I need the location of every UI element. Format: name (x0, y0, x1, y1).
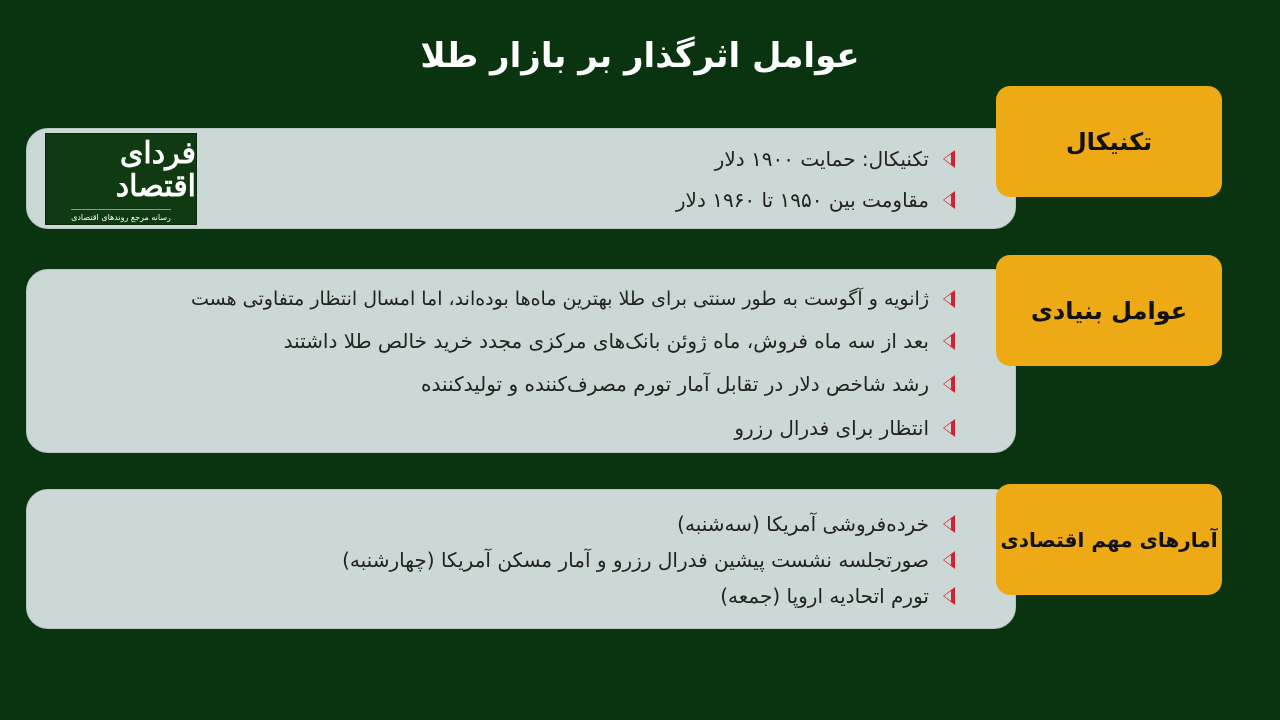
chevron-left-icon (941, 515, 955, 533)
item-list (47, 506, 955, 614)
section-label: آمارهای مهم اقتصادی (996, 484, 1222, 595)
section-technical (26, 86, 1222, 231)
list-item (47, 406, 955, 450)
chevron-left-icon (941, 375, 955, 393)
list-item (47, 320, 955, 362)
item-list (227, 139, 955, 221)
chevron-left-icon (941, 191, 955, 209)
chevron-left-icon (941, 551, 955, 569)
section-panel (26, 269, 1016, 453)
list-item (227, 139, 955, 179)
item-list (47, 278, 955, 450)
chevron-left-icon (941, 419, 955, 437)
page-title: عوامل اثرگذار بر بازار طلا (420, 36, 860, 76)
list-item-text: رشد شاخص دلار در تقابل آمار تورم مصرف‌کننده و تولیدکننده (421, 372, 929, 396)
chevron-left-icon (941, 150, 955, 168)
section-fundamentals (26, 255, 1222, 455)
list-item-text: انتظار برای فدرال رزرو (734, 416, 929, 440)
list-item (47, 278, 955, 320)
section-panel (26, 128, 1016, 229)
logo-name: فردای اقتصاد (115, 135, 196, 204)
chevron-left-icon (941, 587, 955, 605)
logo (45, 133, 197, 225)
section-label: تکنیکال (996, 86, 1222, 197)
chevron-left-icon (941, 332, 955, 350)
list-item-text: مقاومت بین ۱۹۵۰ تا ۱۹۶۰ دلار (675, 188, 929, 212)
list-item (47, 542, 955, 578)
section-label: عوامل بنیادی (996, 255, 1222, 366)
section-economic-data (26, 484, 1222, 634)
list-item (227, 179, 955, 221)
list-item (47, 506, 955, 542)
list-item (47, 362, 955, 406)
section-panel (26, 489, 1016, 629)
list-item-text: ژانویه و آگوست به طور سنتی برای طلا بهترین ماه‌ها بوده‌اند، اما امسال انتظار متفاوتی هست (191, 288, 929, 310)
list-item (47, 578, 955, 614)
logo-tagline: رسانه مرجع روندهای اقتصادی (71, 209, 171, 222)
chevron-left-icon (941, 290, 955, 308)
list-item-text: خرده‌فروشی آمریکا (سه‌شنبه) (677, 512, 929, 536)
list-item-text: بعد از سه ماه فروش، ماه ژوئن بانک‌های مرکزی مجدد خرید خالص طلا داشتند (283, 329, 929, 353)
list-item-text: تورم اتحادیه اروپا (جمعه) (720, 584, 929, 608)
list-item-text: صورتجلسه نشست پیشین فدرال رزرو و آمار مسکن آمریکا (چهارشنبه) (342, 548, 929, 572)
list-item-text: تکنیکال: حمایت ۱۹۰۰ دلار (714, 147, 929, 171)
